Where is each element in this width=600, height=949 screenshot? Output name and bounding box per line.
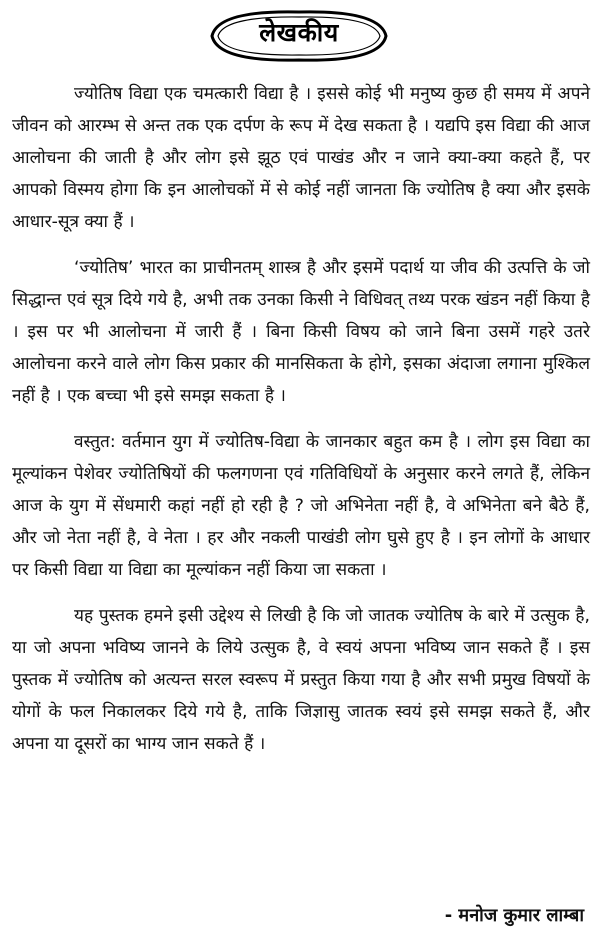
preface-body (12, 78, 590, 760)
page-title: लेखकीय (259, 18, 339, 47)
heading-banner (208, 8, 390, 64)
paragraph-4: यह पुस्तक हमने इसी उद्देश्य से लिखी है कि जो जातक ज्योतिष के बारे में उत्सुक है, या जो अपना भविष्य जानने के लिये उत्सुक है, वे स्वयं अपना भविष्य जान सकते हैं । इस पुस्तक में ज्योतिष को अत्यन्त सरल स्वरूप में प्रस्तुत किया गया है और सभी प्रमुख विषयों के योगों के फल निकालकर दिये गये है, ताकि जिज्ञासु जातक स्वयं इसे समझ सकते हैं, और अपना या दूसरों का भाग्य जान सकते हैं । (12, 606, 590, 754)
paragraph-1: ज्योतिष विद्या एक चमत्कारी विद्या है । इससे कोई भी मनुष्य कुछ ही समय में अपने जीवन को आरम्भ से अन्त तक एक दर्पण के रूप में देख सकता है । यद्यपि इस विद्या की आज आलोचना की जाती है और लोग इसे झूठ एवं पाखंड और न जाने क्या-क्या कहते हैं, पर आपको विस्मय होगा कि इन आलोचकों में से कोई नहीं जानता कि ज्योतिष है क्या और इसके आधार-सूत्र क्या हैं । (12, 84, 590, 232)
author-signature: - मनोज कुमार लाम्बा (444, 905, 584, 926)
paragraph-3: वस्तुत: वर्तमान युग में ज्योतिष-विद्या के जानकार बहुत कम है । लोग इस विद्या का मूल्यांकन पेशेवर ज्योतिषियों की फलगणना एवं गतिविधियों के अनुसार करने लगते हैं, लेकिन आज के युग में सेंधमारी कहां नहीं हो रही है ? जो अभिनेता नहीं है, वे अभिनेता बने बैठे हैं, और जो नेता नहीं है, वे नेता । हर और नकली पाखंडी लोग घुसे हुए है । इन लोगों के आधार पर किसी विद्या या विद्या का मूल्यांकन नहीं किया जा सकता । (12, 432, 590, 580)
paragraph-2: ‘ज्योतिष’ भारत का प्राचीनतम् शास्त्र है और इसमें पदार्थ या जीव की उत्पत्ति के जो सिद्धान्त एवं सूत्र दिये गये है, अभी तक उनका किसी ने विधिवत् तथ्य परक खंडन नहीं किया है । इस पर भी आलोचना में जारी हैं । बिना किसी विषय को जाने बिना उसमें गहरे उतरे आलोचना करने वाले लोग किस प्रकार की मानसिकता के होगे, इसका अंदाजा लगाना मुश्किल नहीं है । एक बच्चा भी इसे समझ सकता है । (12, 258, 590, 406)
